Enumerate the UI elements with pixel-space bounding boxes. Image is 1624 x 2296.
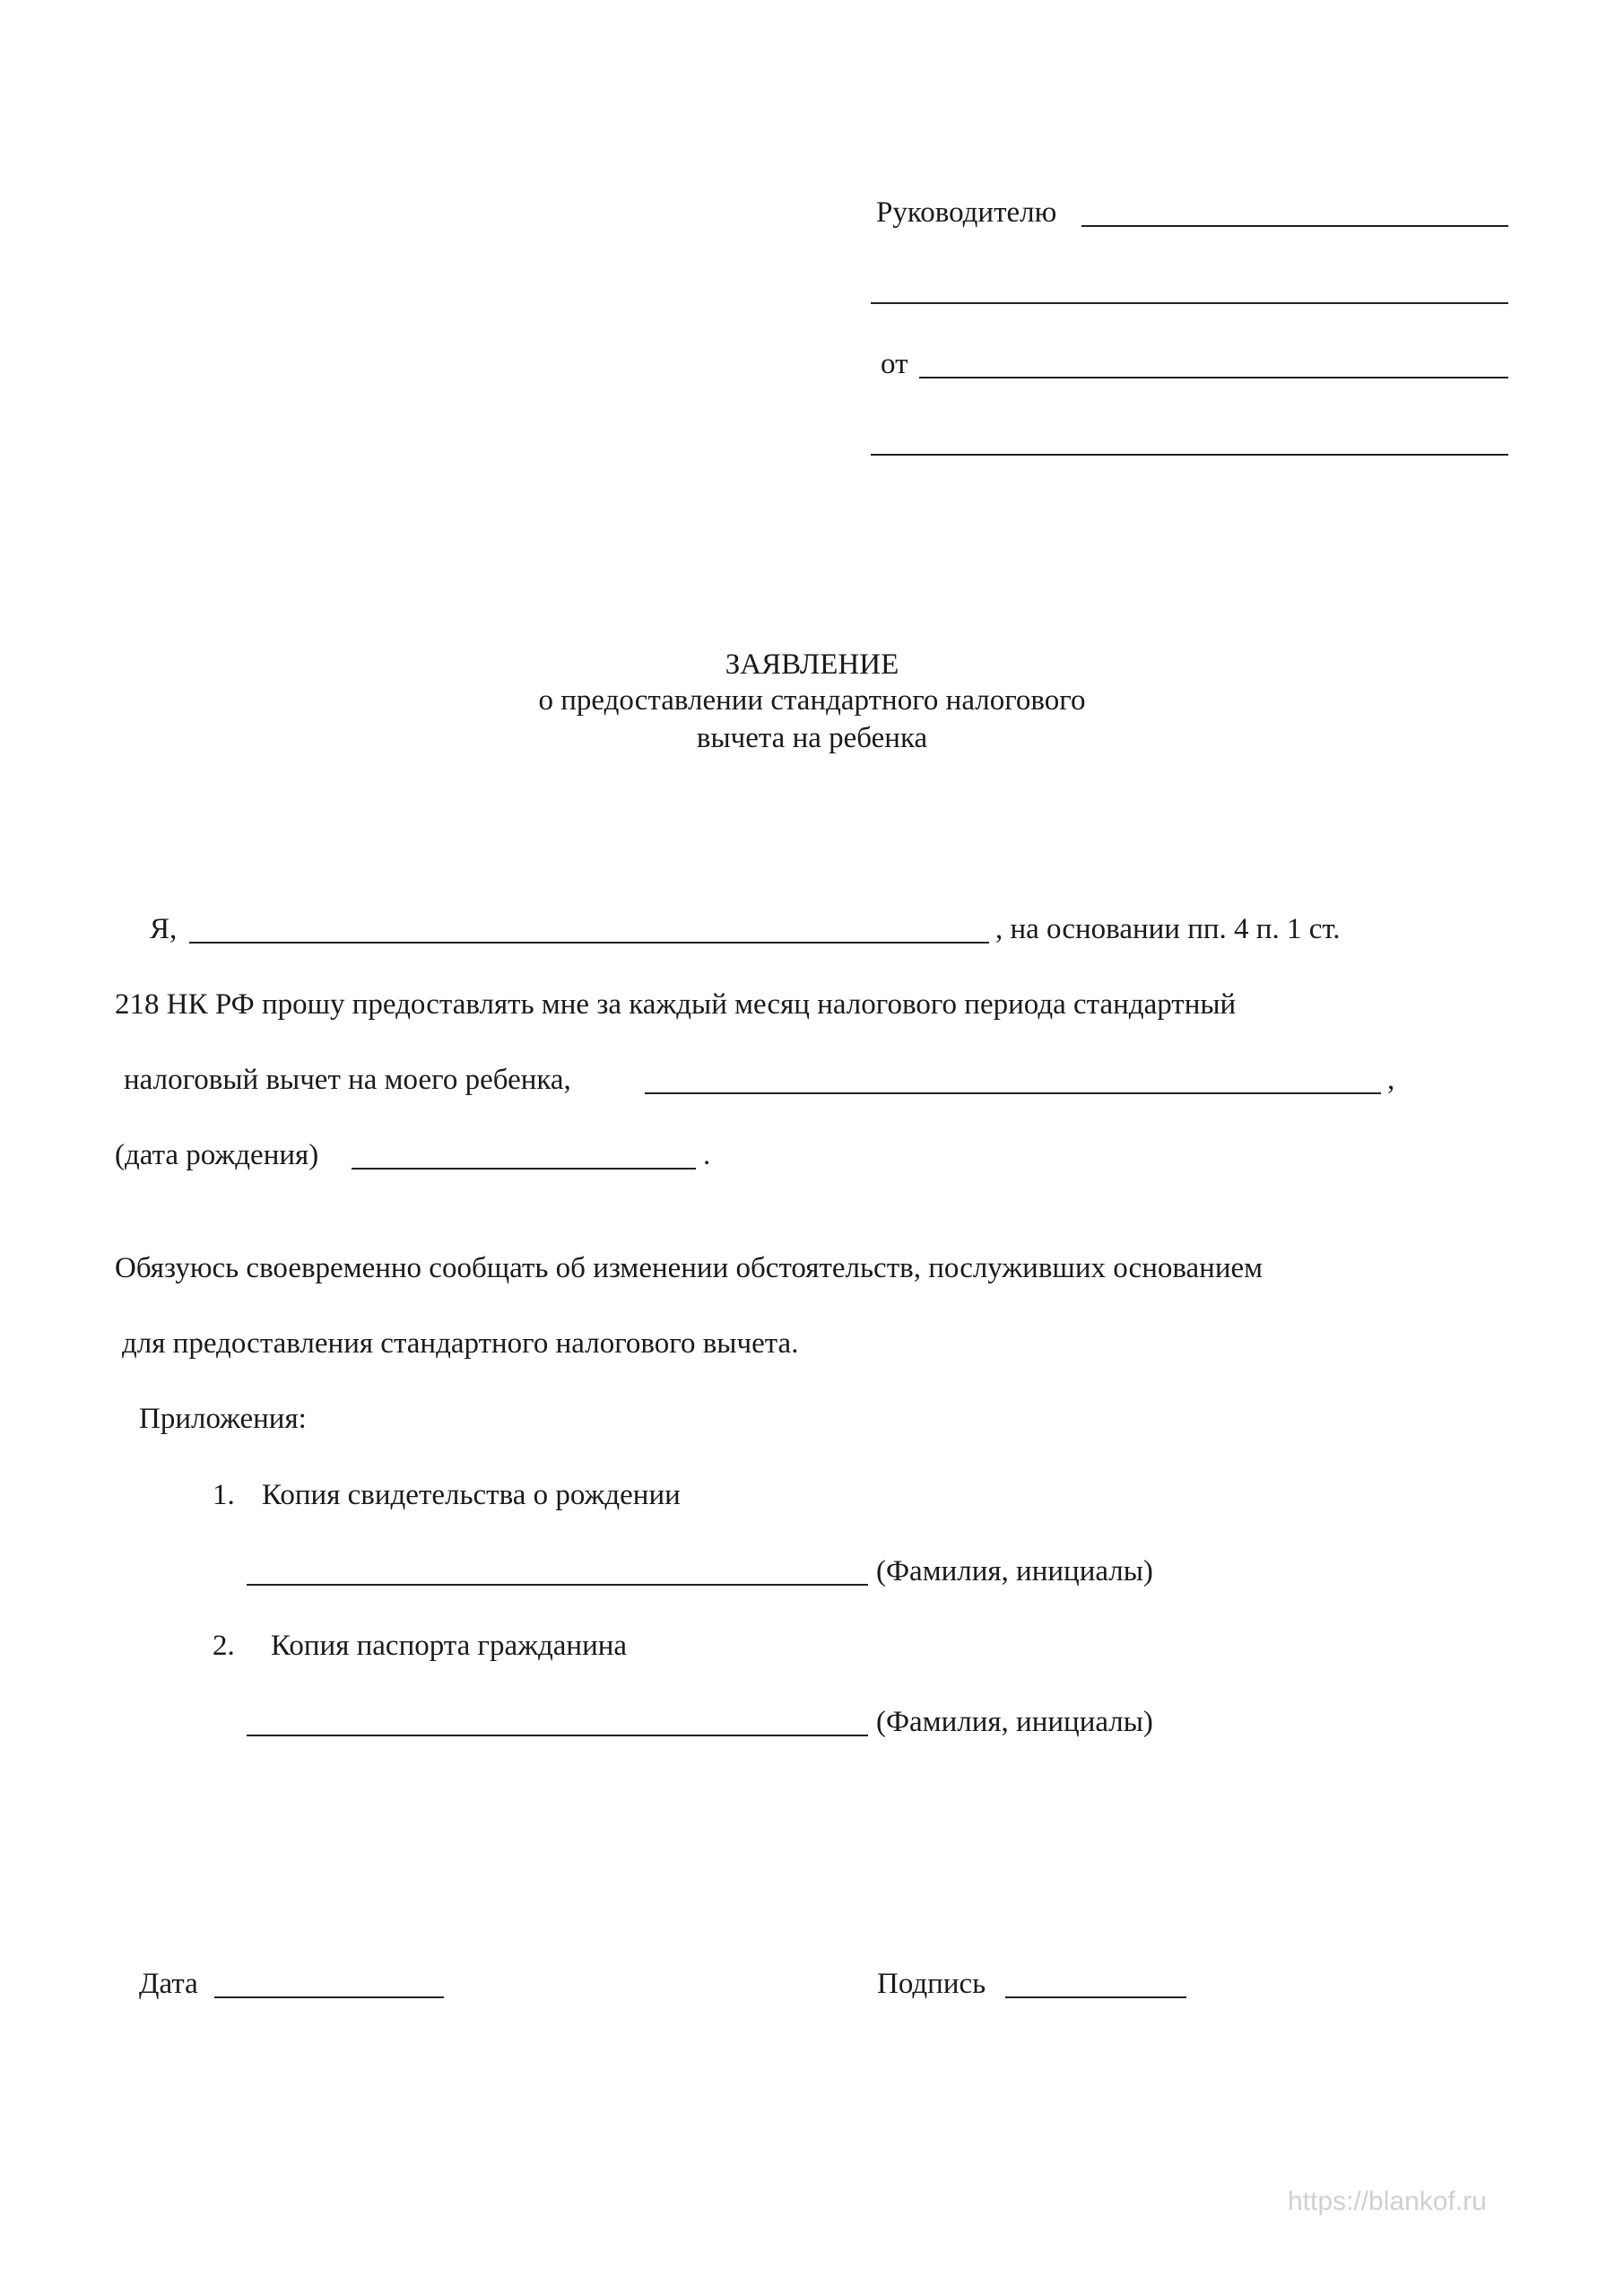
request-text: 218 НК РФ прошу предоставлять мне за каждый месяц налогового периода стандартный — [115, 988, 1237, 1021]
document-subtitle-line1: о предоставлении стандартного налогового — [538, 684, 1086, 717]
attachment-1-signature-line[interactable] — [247, 1584, 868, 1586]
from-position-line[interactable] — [871, 454, 1508, 456]
attachment-2-signature-hint: (Фамилия, инициалы) — [876, 1706, 1153, 1738]
birth-date-period: . — [703, 1139, 711, 1171]
legal-basis-text: , на основании пп. 4 п. 1 ст. — [995, 913, 1341, 945]
applicant-prefix: Я, — [150, 913, 178, 945]
document-title: ЗАЯВЛЕНИЕ — [725, 648, 899, 681]
from-name-line[interactable] — [919, 377, 1508, 378]
date-label: Дата — [139, 1968, 198, 2000]
attachment-2-signature-line[interactable] — [247, 1735, 868, 1736]
obligation-text-line2: для предоставления стандартного налогового вычета. — [122, 1327, 799, 1360]
attachments-heading: Приложения: — [139, 1403, 307, 1435]
addressee-label: Руководителю — [876, 196, 1057, 229]
signature-line[interactable] — [1005, 1996, 1186, 1998]
child-prefix: налоговый вычет на моего ребенка, — [124, 1064, 571, 1096]
watermark-link[interactable]: https://blankof.ru — [1288, 2187, 1487, 2216]
applicant-name-line[interactable] — [189, 942, 989, 944]
child-comma: , — [1387, 1064, 1395, 1096]
attachment-1-label: Копия свидетельства о рождении — [262, 1479, 681, 1511]
attachment-1-signature-hint: (Фамилия, инициалы) — [876, 1555, 1153, 1587]
signature-label: Подпись — [877, 1968, 986, 2000]
attachment-1-number: 1. — [213, 1479, 235, 1511]
date-line[interactable] — [214, 1996, 444, 1998]
from-label: от — [881, 348, 908, 380]
birth-date-label: (дата рождения) — [115, 1139, 319, 1171]
addressee-position-line[interactable] — [871, 302, 1508, 304]
birth-date-line[interactable] — [352, 1168, 696, 1170]
attachment-2-number: 2. — [213, 1630, 235, 1662]
child-name-line[interactable] — [645, 1092, 1381, 1094]
attachment-2-label: Копия паспорта гражданина — [271, 1630, 628, 1662]
addressee-name-line[interactable] — [1081, 225, 1508, 227]
document-subtitle-line2: вычета на ребенка — [696, 722, 928, 754]
obligation-text-line1: Обязуюсь своевременно сообщать об изменении обстоятельств, послуживших основанием — [115, 1252, 1264, 1284]
